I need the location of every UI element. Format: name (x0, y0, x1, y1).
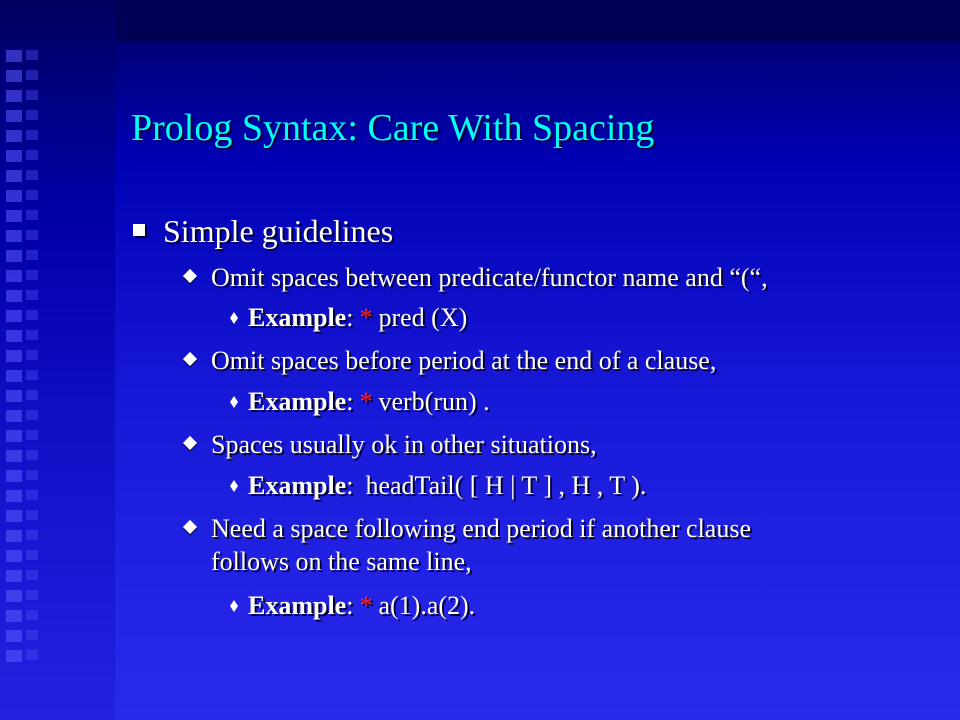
error-star: * (359, 387, 373, 416)
level1-text: Simple guidelines (163, 213, 394, 249)
bullet-item-2 (185, 345, 716, 377)
example-item-4 (230, 590, 475, 622)
small-diamond-icon (230, 600, 238, 612)
slide-title: Prolog Syntax: Care With Spacing (131, 107, 655, 149)
small-diamond-icon (230, 396, 238, 408)
decorative-squares (6, 50, 22, 670)
diamond-bullet-icon (185, 262, 203, 294)
example-code: verb(run) . (378, 387, 490, 416)
example-sep: : (346, 303, 354, 332)
example-label: Example (248, 387, 347, 416)
example-label: Example (248, 303, 347, 332)
item-2-text: Omit spaces before period at the end of a clause, (211, 346, 717, 375)
bullet-item-1 (185, 262, 768, 294)
small-diamond-icon (230, 312, 238, 324)
small-diamond-icon (230, 480, 238, 492)
diamond-bullet-icon (185, 345, 203, 377)
item-4-text-line1: Need a space following end period if another clause (211, 514, 752, 543)
top-dark-strip (115, 0, 960, 42)
bullet-level1 (133, 212, 393, 250)
item-4-text-line2: follows on the same line, (211, 547, 472, 576)
bullet-item-3 (185, 429, 597, 461)
decorative-squares-secondary (26, 50, 38, 670)
example-item-2 (230, 386, 490, 418)
example-item-3 (230, 470, 646, 502)
diamond-bullet-icon (185, 429, 203, 461)
example-item-1 (230, 302, 467, 334)
diamond-bullet-icon (185, 513, 203, 545)
square-bullet-icon (133, 224, 145, 236)
item-3-text: Spaces usually ok in other situations, (211, 430, 597, 459)
example-sep: : (346, 591, 354, 620)
error-star: * (359, 591, 373, 620)
error-star: * (359, 303, 373, 332)
example-code: a(1).a(2). (378, 591, 476, 620)
left-decorative-band (0, 0, 115, 720)
example-label: Example (248, 591, 347, 620)
bullet-item-4 (185, 513, 751, 545)
example-code: headTail( [ H | T ] , H , T ). (365, 471, 647, 500)
item-1-text: Omit spaces between predicate/functor name and “(“, (211, 263, 768, 292)
example-sep: : (346, 387, 354, 416)
example-code: pred (X) (378, 303, 468, 332)
bullet-item-4-continuation (211, 546, 472, 578)
example-sep: : (346, 471, 354, 500)
example-label: Example (248, 471, 347, 500)
